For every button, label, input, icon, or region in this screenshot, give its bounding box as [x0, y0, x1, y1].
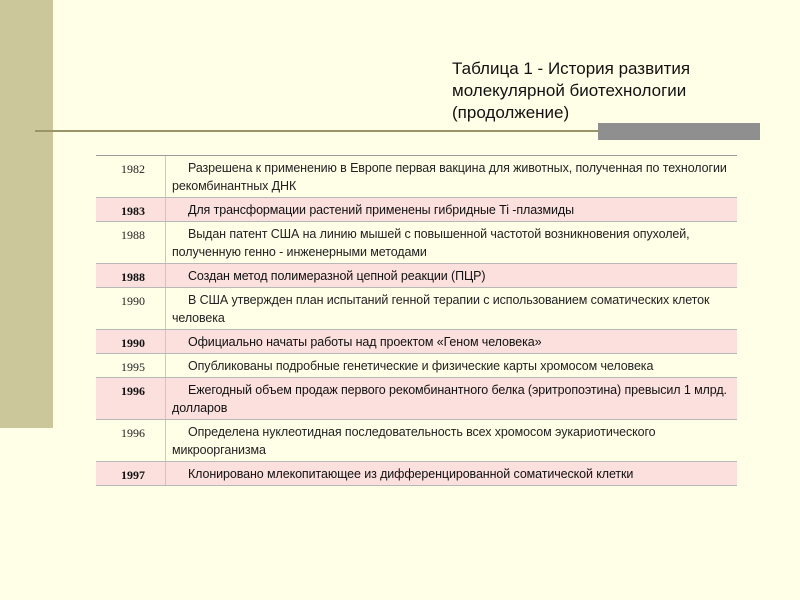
table-row	[96, 156, 737, 198]
history-table	[96, 155, 737, 486]
year-cell: 1990	[96, 330, 166, 353]
event-cell: Для трансформации растений применены гибридные Ti -плазмиды	[188, 203, 574, 217]
table-row	[96, 354, 737, 378]
table-row	[96, 198, 737, 222]
table-row	[96, 420, 737, 462]
year-cell: 1990	[96, 288, 166, 329]
year-cell: 1988	[96, 222, 166, 263]
year-cell: 1996	[96, 420, 166, 461]
table-row	[96, 264, 737, 288]
side-accent-bar	[0, 0, 53, 428]
year-cell: 1988	[96, 264, 166, 287]
slide-title: Таблица 1 - История развития молекулярной биотехнологии (продолжение)	[452, 59, 691, 122]
event-cell: Разрешена к применению в Европе первая вакцина для животных, полученная по технологии рекомбинантных ДНК	[172, 161, 727, 193]
year-cell: 1982	[96, 156, 166, 197]
event-cell: Ежегодный объем продаж первого рекомбинантного белка (эритропоэтина) превысил 1 млрд. долларов	[172, 383, 727, 415]
event-cell: Создан метод полимеразной цепной реакции (ПЦР)	[188, 269, 486, 283]
table-row	[96, 288, 737, 330]
event-cell: Выдан патент США на линию мышей с повышенной частотой возникновения опухолей, полученную генно - инженерными методами	[172, 227, 690, 259]
table-row	[96, 222, 737, 264]
table-row	[96, 462, 737, 486]
year-cell: 1997	[96, 462, 166, 485]
table-row	[96, 378, 737, 420]
event-cell: Опубликованы подробные генетические и физические карты хромосом человека	[188, 359, 654, 373]
year-cell: 1996	[96, 378, 166, 419]
table-row	[96, 330, 737, 354]
event-cell: Определена нуклеотидная последовательность всех хромосом эукариотического микроорганизма	[172, 425, 656, 457]
event-cell: Официально начаты работы над проектом «Геном человека»	[188, 335, 542, 349]
year-cell: 1983	[96, 198, 166, 221]
event-cell: В США утвержден план испытаний генной терапии с использованием соматических клеток человека	[172, 293, 710, 325]
divider-accent-block	[598, 123, 760, 140]
event-cell: Клонировано млекопитающее из дифференцированной соматической клетки	[188, 467, 634, 481]
year-cell: 1995	[96, 354, 166, 377]
